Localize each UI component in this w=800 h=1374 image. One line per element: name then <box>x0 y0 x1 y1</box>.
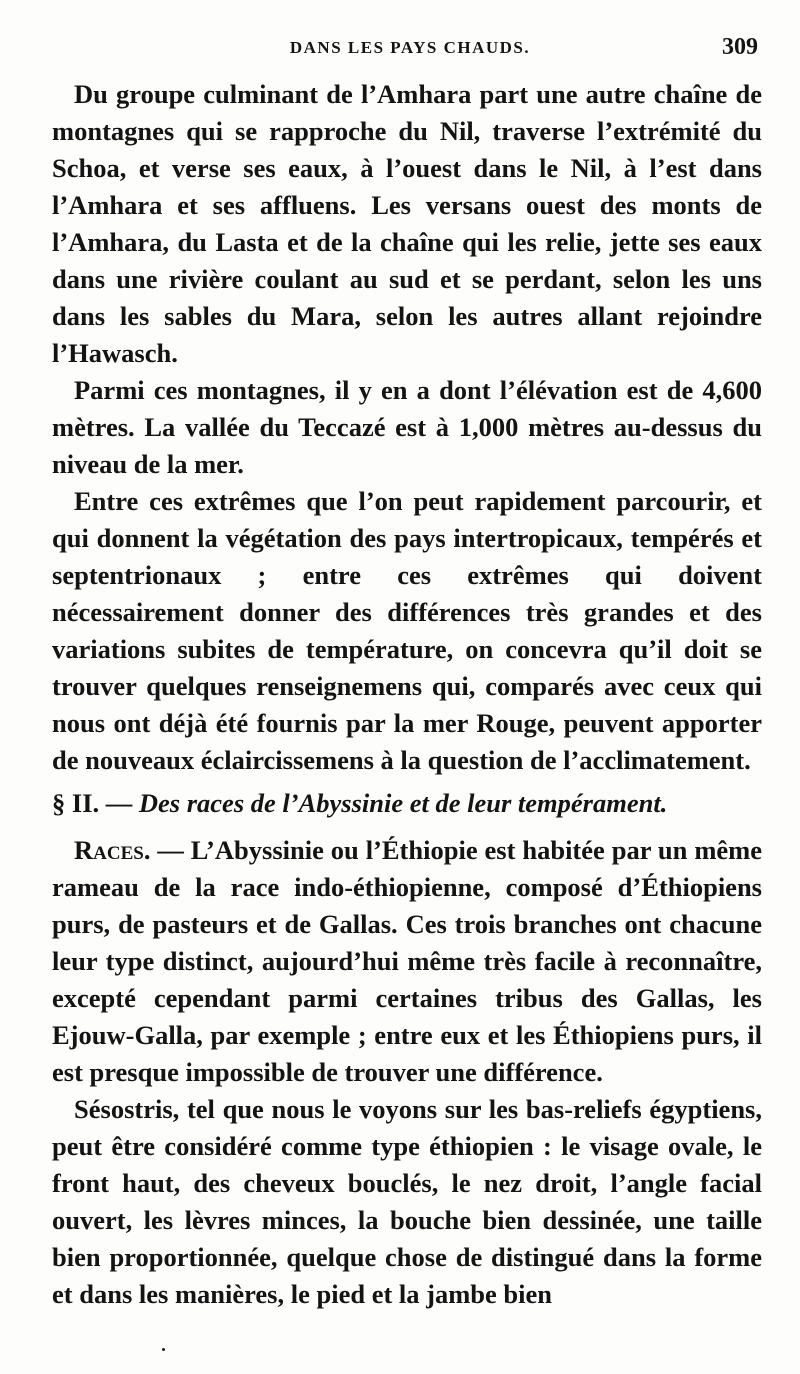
paragraph-sesostris: Sésostris, tel que nous le voyons sur les bas-reliefs égyptiens, peut être considéré comme type éthiopien : le visage ovale, le front haut, des cheveux bouclés, le nez droit, l’angle facial ouvert, les lèvres minces, la bouche bien dessinée, une taille bien proportionnée, quelque chose de distingué dans la forme et dans les manières, le pied et la jambe bien <box>52 1094 762 1309</box>
body-text <box>52 76 762 1313</box>
paragraph-races <box>52 832 762 1091</box>
races-text: — L’Abyssinie ou l’Éthiopie est habitée par un même rameau de la race indo-éthiopienne, composé d’Éthiopiens purs, de pasteurs et de Gallas. Ces trois branches ont chacune leur type distinct, aujourd’hui même très facile à reconnaître, excepté cependant parmi certaines tribus des Gallas, les Ejouw-Galla, par exemple ; entre eux et les Éthiopiens purs, il est presque impossible de trouver une différence. <box>52 835 762 1087</box>
section-number: § II. — <box>52 788 139 818</box>
page-number: 309 <box>722 34 758 60</box>
section-heading <box>52 785 762 822</box>
ink-speck <box>162 1348 165 1351</box>
section-title: Des races de l’Abyssinie et de leur tempérament. <box>138 788 668 818</box>
races-lead-word: Races. <box>74 835 151 865</box>
paragraph-2: Parmi ces montagnes, il y en a dont l’élévation est de 4,600 mètres. La vallée du Teccazé est à 1,000 mètres au-dessus du niveau de la mer. <box>52 375 762 479</box>
paragraph-3: Entre ces extrêmes que l’on peut rapidement parcourir, et qui donnent la végétation des pays intertropicaux, tempérés et septentrionaux ; entre ces extrêmes qui doivent nécessairement donner des différences très grandes et des variations subites de température, on concevra qu’il doit se trouver quelques renseignemens qui, comparés avec ceux qui nous ont déjà été fournis par la mer Rouge, peuvent apporter de nouveaux éclaircissemens à la question de l’acclimatement. <box>52 486 762 775</box>
running-head <box>36 30 764 70</box>
paragraph-1: Du groupe culminant de l’Amhara part une autre chaîne de montagnes qui se rapproche du Nil, traverse l’extrémité du Schoa, et verse ses eaux, à l’ouest dans le Nil, à l’est dans l’Amhara et ses affluens. Les versans ouest des monts de l’Amhara, du Lasta et de la chaîne qui les relie, jette ses eaux dans une rivière coulant au sud et se perdant, selon les uns dans les sables du Mara, selon les autres allant rejoindre l’Hawasch. <box>52 79 762 368</box>
running-head-title: DANS LES PAYS CHAUDS. <box>289 38 531 57</box>
